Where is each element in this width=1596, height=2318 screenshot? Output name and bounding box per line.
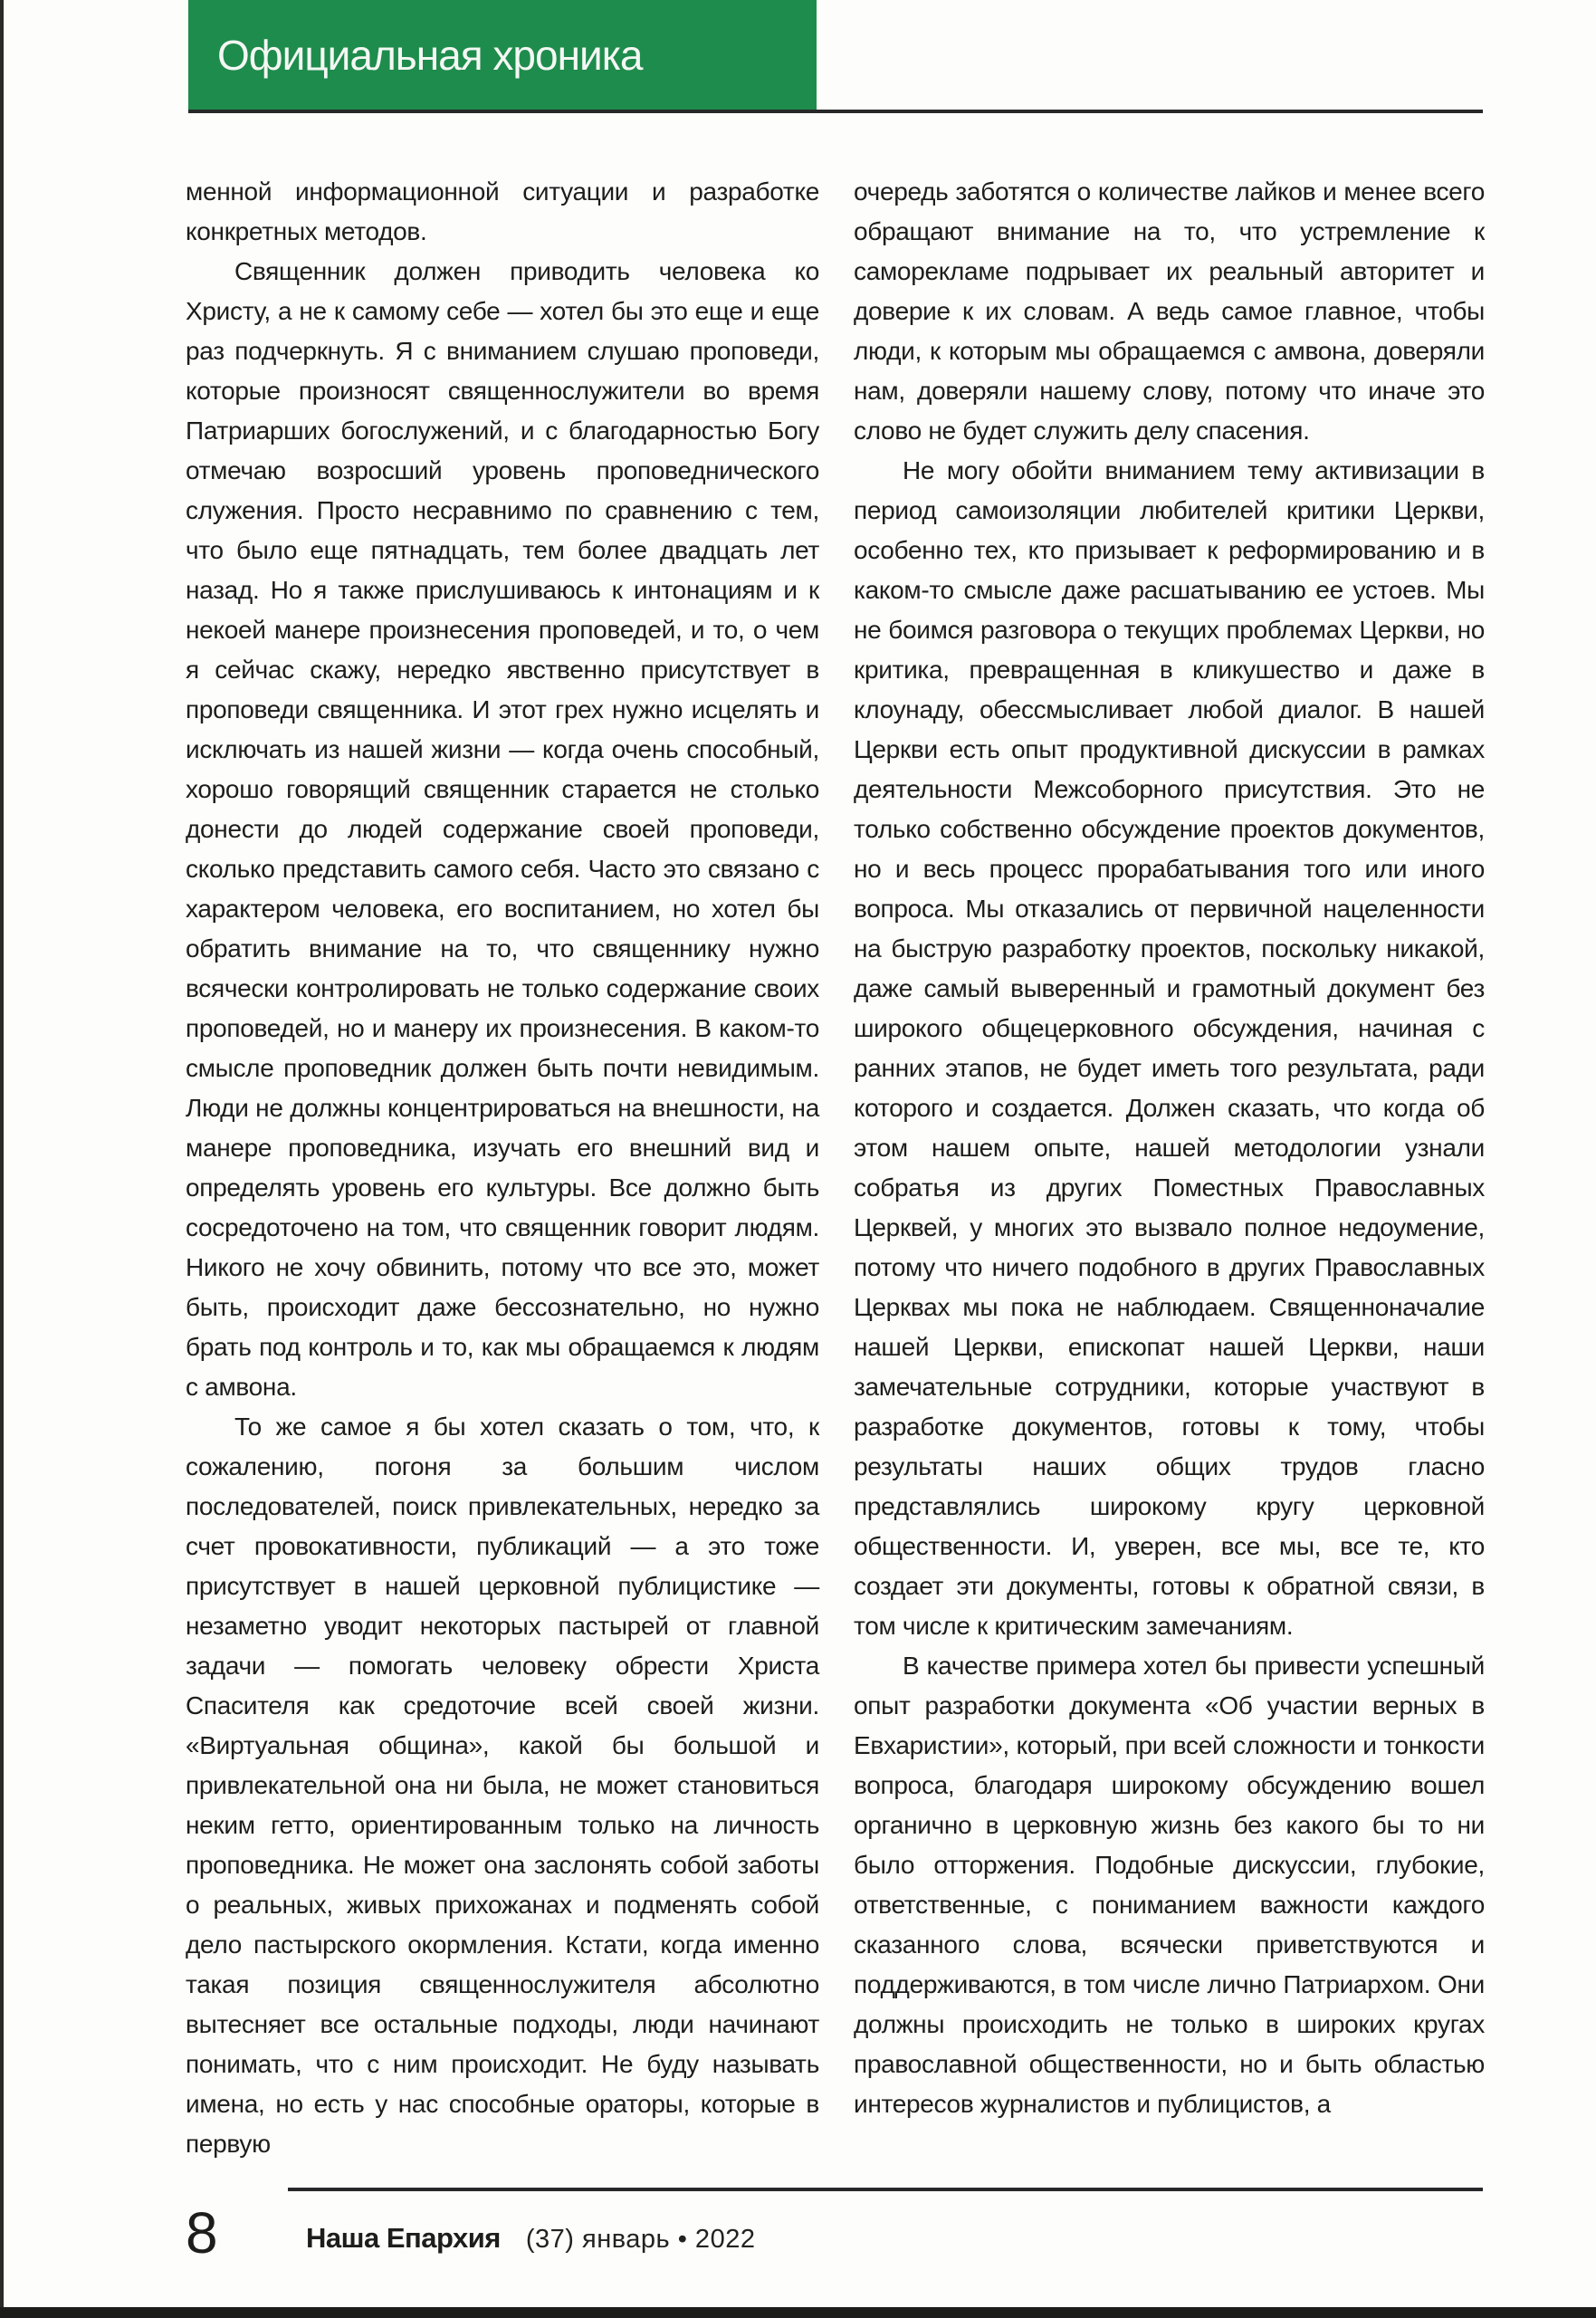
paragraph: Не могу обойти вниманием тему активизации в период самоизоляции любителей критики Церкви, особенно тех, кто призывает к реформированию и в каком-то смысле даже расшатыванию ее устоев. Мы не боимся разговора о текущих проблемах Церкви, но критика, превращенная в кликушество и даже в клоунаду, обессмысливает любой диалог. В нашей Церкви есть опыт продуктивной дискуссии в рамках деятельности Межсоборного присутствия. Это не только собственно обсуждение проектов документов, но и весь процесс прорабатывания того или иного вопроса. Мы отказались от первичной нацеленности на быструю разработку проектов, поскольку никакой, даже самый выверенный и грамотный документ без широкого общецерковного обсуждения, начиная с ранних этапов, не будет иметь того результата, ради которого и создается. Должен сказать, что когда об этом нашем опыте, нашей методологии узнали собратья из других Поместных Православных Церквей, у многих это вызвало полное недоумение, потому что ничего подобного в других Православных Церквах мы пока не наблюдаем. Священноначалие нашей Церкви, епископат нашей Церкви, наши замечательные сотрудники, которые участвуют в разработке документов, готовы к тому, чтобы результаты наших общих трудов гласно представлялись широкому кругу церковной общественности. И, уверен, все мы, все те, кто создает эти документы, готовы к обратной связи, в том числе к критическим замечаниям.: [854, 456, 1485, 1640]
header-rule: [188, 110, 1483, 113]
paragraph: В качестве примера хотел бы привести успешный опыт разработки документа «Об участии верных в Евхаристии», который, при всей сложности и тонкости вопроса, благодаря широкому обсуждению вошел органично в церковную жизнь без какого бы то ни было отторжения. Подобные дискуссии, глубокие, ответственные, с пониманием важности каждого сказанного слова, всячески приветствуются и поддерживаются, в том числе лично Патриархом. Они должны происходить не только в широких кругах православной общественности, но и быть областью интересов журналистов и публицистов, а: [854, 1652, 1485, 2118]
section-header-band: [188, 0, 817, 110]
page-number: 8: [186, 2200, 216, 2265]
magazine-name: Наша Епархия: [306, 2222, 501, 2254]
paragraph-continuation: очередь заботятся о количестве лайков и менее всего обращают внимание на то, что устремление к саморекламе подрывает их реальный авторитет и доверие к их словам. А ведь самое главное, чтобы люди, к которым мы обращаемся с амвона, доверяли нам, доверяли нашему слову, потому что иначе это слово не будет служить делу спасения.: [854, 177, 1485, 445]
issue-info: (37) январь • 2022: [525, 2225, 756, 2254]
paragraph: Священник должен приводить человека ко Христу, а не к самому себе — хотел бы это еще и еще раз подчеркнуть. Я с вниманием слушаю проповеди, которые произносят священнослужители во время Патриарших богослужений, и с благодарностью Богу отмечаю возросший уровень проповеднического служения. Просто несравнимо по сравнению с тем, что было еще пятнадцать, тем более двадцать лет назад. Но я также прислушиваюсь к интонациям и к некоей манере произнесения проповедей, и то, о чем я сейчас скажу, нередко явственно присутствует в проповеди священника. И этот грех нужно исцелять и исключать из нашей жизни — когда очень способный, хорошо говорящий священник старается не столько донести до людей содержание своей проповеди, сколько представить самого себя. Часто это связано с характером человека, его воспитанием, но хотел бы обратить внимание на то, что священнику нужно всячески контролировать не только содержание своих проповедей, но и манеру их произнесения. В каком-то смысле проповедник должен быть почти невидимым. Люди не должны концентрироваться на внешности, на манере проповедника, изучать его внешний вид и определять уровень его культуры. Все должно быть сосредоточено на том, что священник говорит людям. Никого не хочу обвинить, потому что все это, может быть, происходит даже бессознательно, но нужно брать под контроль и то, как мы обращаемся к людям с амвона.: [186, 257, 819, 1401]
footer-imprint: [306, 2222, 755, 2255]
paragraph-continuation: менной информационной ситуации и разработке конкретных методов.: [186, 177, 819, 245]
paragraph: То же самое я бы хотел сказать о том, что, к сожалению, погоня за большим числом последователей, поиск привлекательных, нередко за счет провокативности, публикаций — а это тоже присутствует в нашей церковной публицистике — незаметно уводит некоторых пастырей от главной задачи — помогать человеку обрести Христа Спасителя как средоточие всей своей жизни. «Виртуальная община», какой бы большой и привлекательной она ни была, не может становиться неким гетто, ориентированным только на личность проповедника. Не может она заслонять собой заботы о реальных, живых прихожанах и подменять собой дело пастырского окормления. Кстати, когда именно такая позиция священнослужителя абсолютно вытесняет все остальные подходы, люди начинают понимать, что с ним происходит. Не буду называть имена, но есть у нас способные ораторы, которые в первую: [186, 1413, 819, 2158]
article-column-right: [854, 172, 1485, 2164]
section-title: Официальная хроника: [217, 32, 643, 79]
footer-rule: [288, 2188, 1483, 2191]
article-body: [186, 172, 1485, 2164]
page-bottom-edge: [0, 2307, 1596, 2318]
page-left-edge: [0, 0, 4, 2318]
article-column-left: [186, 172, 819, 2164]
